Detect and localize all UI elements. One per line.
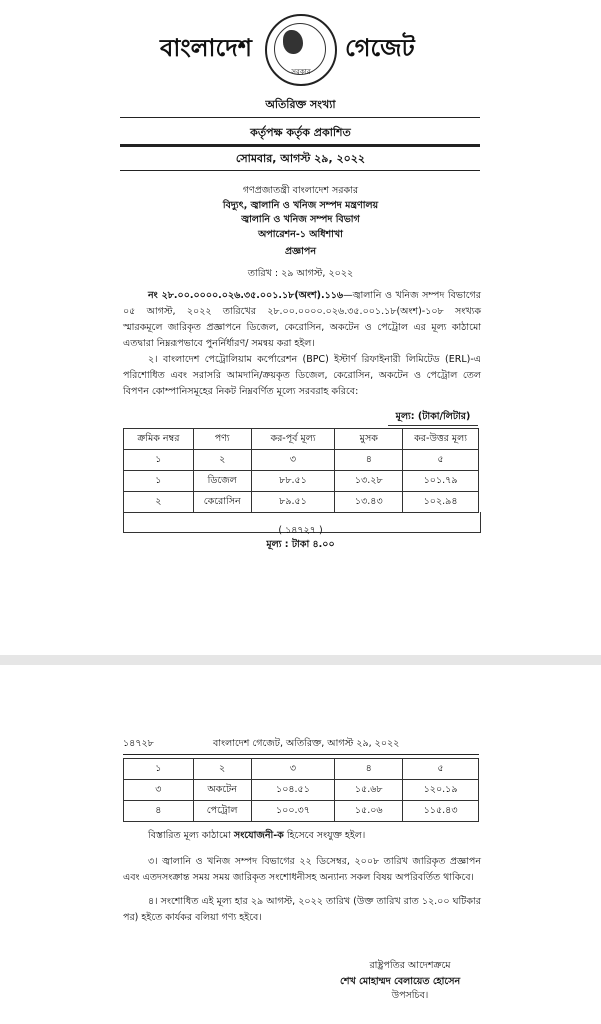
paragraph-3: ৩। জ্বালানি ও খনিজ সম্পদ বিভাগের ২২ ডিসেম্বর, ২০০৮ তারিখ জারিকৃত প্রজ্ঞাপন এবং এতদসংক্রান্ত সময় সময় জারিকৃত সংশোধনীসহ অন্যান্য সকল বিষয় অপরিবর্তিত থাকিবে। — [123, 856, 481, 883]
table-cell: ১০০.৩৭ — [251, 801, 335, 822]
ministry-name: বিদ্যুৎ, জ্বালানি ও খনিজ সম্পদ মন্ত্রণালয় — [222, 200, 379, 211]
table-cell: ১ — [124, 759, 194, 780]
divider — [120, 117, 480, 118]
table-cell: ৪ — [124, 801, 194, 822]
table-header: ক্রমিক নম্বর — [124, 429, 194, 450]
notification-title: প্রজ্ঞাপন — [284, 246, 317, 257]
table-cell: ১৫.০৬ — [335, 801, 403, 822]
signatory-name: শেখ মোহাম্মদ বেলায়েত হোসেন — [340, 976, 461, 987]
table-cell: ৩ — [251, 450, 335, 471]
table-header: কর-উত্তর মূল্য — [403, 429, 479, 450]
price-table-part-2 — [123, 758, 479, 822]
table-cell: ৩ — [124, 780, 194, 801]
division-name: জ্বালানি ও খনিজ সম্পদ বিভাগ — [241, 214, 360, 225]
government-seal — [265, 14, 337, 86]
table-cell: ৫ — [403, 759, 479, 780]
page-number: ( ১৪৭২৭ ) — [278, 525, 323, 536]
issue-date: সোমবার, আগস্ট ২৯, ২০২২ — [235, 152, 366, 165]
table-cell: ৮৮.৫১ — [251, 471, 335, 492]
table-cell: ১৫.৬৮ — [335, 780, 403, 801]
annex-text: হিসেবে সংযুক্ত হইল। — [283, 830, 366, 841]
reference-number: নং ২৮.০০.০০০০.০২৬.৩৫.০০১.১৮(অংশ).১১৬ — [148, 290, 344, 301]
government-name: গণপ্রজাতন্ত্রী বাংলাদেশ সরকার — [242, 185, 359, 196]
divider-thick — [120, 144, 480, 147]
extra-issue-label: অতিরিক্ত সংখ্যা — [265, 98, 336, 111]
annex-text: বিস্তারিত মূল্য কাঠামো — [148, 830, 234, 841]
signatory-designation: উপসচিব। — [391, 990, 429, 1001]
annex-ref: সংযোজনী-ক — [233, 830, 284, 841]
table-cell: ১০৪.৫১ — [251, 780, 335, 801]
gazette-page-2 — [0, 665, 601, 1024]
seal-text: সরকার — [291, 68, 311, 76]
paragraph-1-text: —জ্বালানি ও খনিজ সম্পদ বিভাগের ০৫ আগস্ট, ২০২২ তারিখের ২৮.০০.০০০০.০২৬.৩৫.০০১.১৮(অংশ)-১০৮ সংখ্যক স্মারকমূলে জারিকৃত প্রজ্ঞাপনে ডিজেল, কেরোসিন, অকটেন ও পেট্রোল এর মূল্য কাঠামো এতদ্বারা নিম্নরূপভাবে পুনর্নির্ধারণ/ সমন্বয় করা হইল। — [123, 290, 482, 349]
table-cell: ১১৫.৪৩ — [403, 801, 479, 822]
table-cell: ১৩.২৮ — [335, 471, 403, 492]
notification-date: তারিখ : ২৯ আগস্ট, ২০২২ — [247, 268, 354, 279]
page-2-running-title: বাংলাদেশ গেজেট, অতিরিক্ত, আগস্ট ২৯, ২০২২ — [213, 738, 400, 749]
table-cell: ১ — [124, 471, 194, 492]
price-table-part-1 — [123, 428, 479, 513]
table-cell: পেট্রোল — [193, 801, 251, 822]
table-cell: ডিজেল — [193, 471, 251, 492]
bangladesh-map-icon — [283, 30, 303, 54]
table-row — [124, 492, 479, 513]
paragraph-1 — [123, 288, 481, 352]
table-header: মুসক — [335, 429, 403, 450]
table-row — [124, 801, 479, 822]
table-cell: ১০২.৯৪ — [403, 492, 479, 513]
masthead-left: বাংলাদেশ — [160, 33, 252, 62]
table-cell: ১ — [124, 450, 194, 471]
table-cell: ২ — [193, 759, 251, 780]
table-header: পণ্য — [193, 429, 251, 450]
masthead-right: গেজেট — [345, 33, 415, 62]
table-cell: ২ — [193, 450, 251, 471]
table-cell: ১৩.৪৩ — [335, 492, 403, 513]
branch-name: অপারেশন-১ অধিশাখা — [258, 229, 343, 240]
table-cell: ৮৯.৫১ — [251, 492, 335, 513]
table-cell: ১০১.৭৯ — [403, 471, 479, 492]
table-index-row — [124, 450, 479, 471]
table-cell: ৪ — [335, 450, 403, 471]
table-row — [124, 780, 479, 801]
table-index-row — [124, 759, 479, 780]
signature-order: রাষ্ট্রপতির আদেশক্রমে — [369, 960, 451, 971]
paragraph-4: ৪। সংশোধিত এই মূল্য হার ২৯ আগস্ট, ২০২২ তারিখ (উক্ত তারিখ রাত ১২.০০ ঘটিকার পর) হইতে কার্যকর বলিয়া গণ্য হইবে। — [123, 896, 481, 923]
page-2-number: ১৪৭২৮ — [123, 738, 154, 749]
table-cell: ২ — [124, 492, 194, 513]
price-label: মূল্য : টাকা ৪.০০ — [266, 539, 335, 550]
table-cell: ৫ — [403, 450, 479, 471]
table-row — [124, 471, 479, 492]
table-header: কর-পূর্ব মূল্য — [251, 429, 335, 450]
publisher-label: কর্তৃপক্ষ কর্তৃক প্রকাশিত — [250, 126, 351, 139]
table-cell: ৪ — [335, 759, 403, 780]
table-cell: ১২০.১৯ — [403, 780, 479, 801]
annex-note — [123, 828, 481, 844]
paragraph-2: ২। বাংলাদেশ পেট্রোলিয়াম কর্পোরেশন (BPC) ইস্টার্ণ রিফাইনারী লিমিটেড (ERL)-এ পরিশোধিত এবং সরাসরি আমদানি/ক্রয়কৃত ডিজেল, কেরোসিন, অকটেন ও পেট্রোল তেল বিপণন কোম্পানিসমূহের নিকট নিম্নবর্ণিত মূল্যে সরবরাহ করিবে: — [123, 354, 481, 397]
divider — [120, 170, 480, 171]
page-separator — [0, 655, 601, 665]
table-header-row — [124, 429, 479, 450]
divider — [123, 754, 479, 755]
table-cell: কেরোসিন — [193, 492, 251, 513]
table-cell: ৩ — [251, 759, 335, 780]
unit-label: মূল্য: (টাকা/লিটার) — [388, 410, 478, 426]
table-cell: অকটেন — [193, 780, 251, 801]
